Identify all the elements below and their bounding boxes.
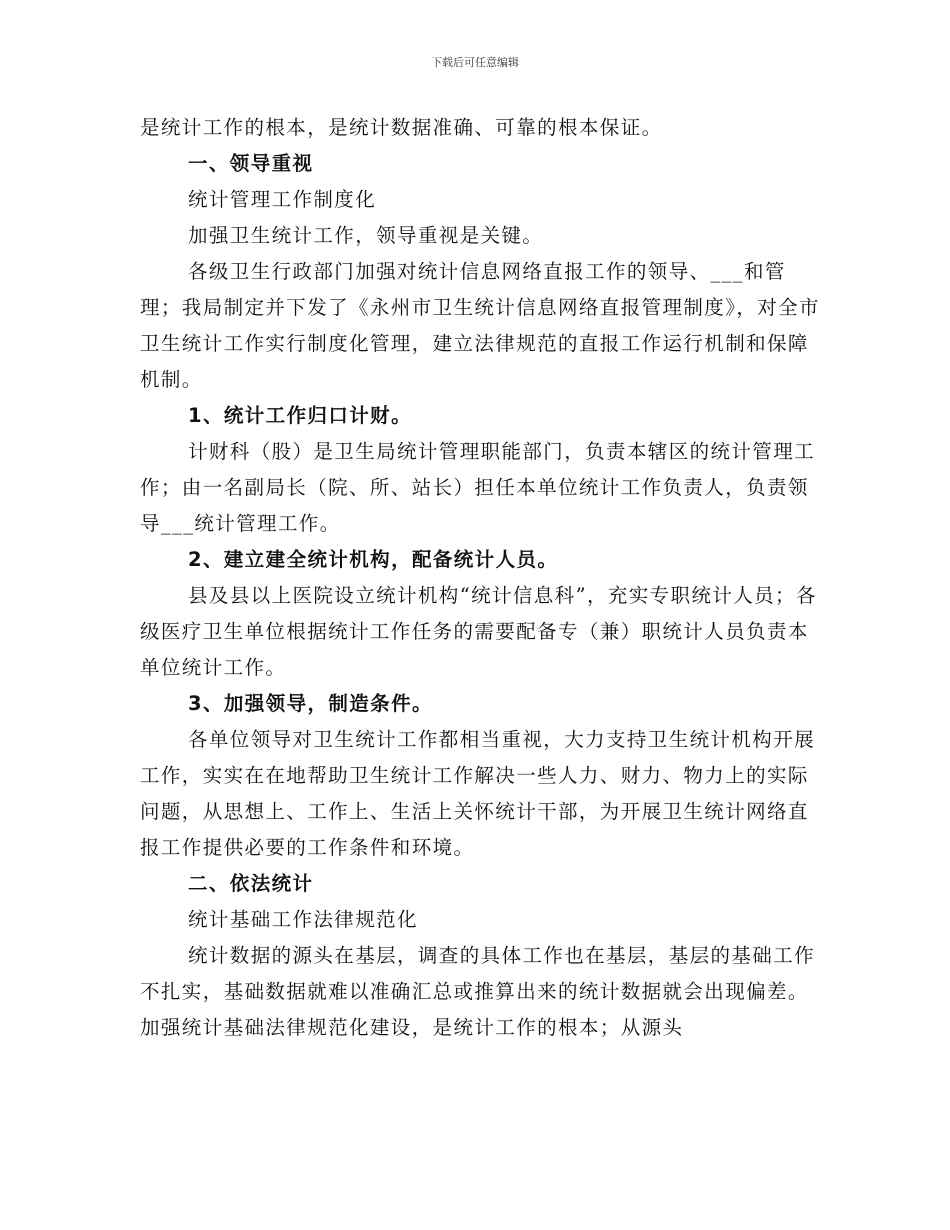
subsection-heading: 1、统计工作归口计财。	[188, 404, 412, 427]
subsection-heading: 3、加强领导，制造条件。	[188, 692, 433, 715]
document-body	[140, 110, 820, 1046]
subsection-heading: 2、建立建全统计机构，配备统计人员。	[188, 548, 559, 571]
paragraph: 各级卫生行政部门加强对统计信息网络直报工作的领导、___和管理；我局制定并下发了《永州市卫生统计信息网络直报管理制度》，对全市卫生统计工作实行制度化管理，建立法律规范的直报工作运行机制和保障机制。	[140, 260, 820, 391]
page-header: 下载后可任意编辑	[431, 56, 519, 69]
paragraph: 是统计工作的根本，是统计数据准确、可靠的根本保证。	[140, 116, 663, 139]
paragraph: 统计数据的源头在基层，调查的具体工作也在基层，基层的基础工作不扎实，基础数据就难以准确汇总或推算出来的统计数据就会出现偏差。加强统计基础法律规范化建设，是统计工作的根本；从源头	[140, 944, 816, 1039]
paragraph: 县及县以上医院设立统计机构“统计信息科”，充实专职统计人员；各级医疗卫生单位根据统计工作任务的需要配备专（兼）职统计人员负责本单位统计工作。	[140, 584, 817, 679]
paragraph: 加强卫生统计工作，领导重视是关键。	[188, 224, 544, 247]
paragraph: 统计管理工作制度化	[188, 188, 377, 211]
paragraph: 统计基础工作法律规范化	[188, 908, 418, 931]
section-heading: 二、依法统计	[188, 872, 314, 895]
section-heading: 一、领导重视	[188, 152, 314, 175]
paragraph: 计财科（股）是卫生局统计管理职能部门，负责本辖区的统计管理工作；由一名副局长（院、所、站长）担任本单位统计工作负责人，负责领导___统计管理工作。	[140, 440, 816, 535]
paragraph: 各单位领导对卫生统计工作都相当重视，大力支持卫生统计机构开展工作，实实在在地帮助卫生统计工作解决一些人力、财力、物力上的实际问题，从思想上、工作上、生活上关怀统计干部，为开展卫生统计网络直报工作提供必要的工作条件和环境。	[140, 728, 816, 859]
